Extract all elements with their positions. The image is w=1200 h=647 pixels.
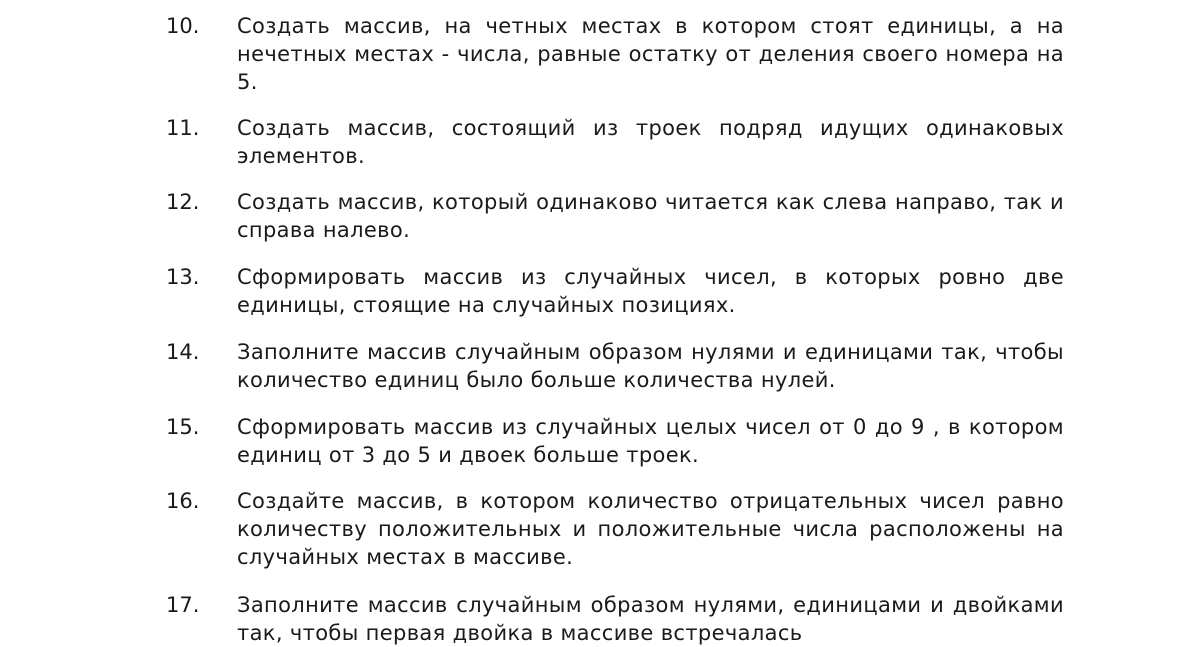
item-text: Заполните массив случайным образом нулями и единицами так, чтобы количество единиц было больше количества нулей. <box>237 340 1064 392</box>
item-number: 16. <box>166 489 200 513</box>
item-text: Создать массив, на четных местах в котором стоят единицы, а на нечетных местах - числа, равные остатку от деления своего номера на 5. <box>237 14 1064 94</box>
item-text: Создать массив, который одинаково читается как слева направо, так и справа налево. <box>237 190 1064 242</box>
item-text: Сформировать массив из случайных целых чисел от 0 до 9 , в котором единиц от 3 до 5 и двоек больше троек. <box>237 415 1064 467</box>
item-text: Создать массив, состоящий из троек подряд идущих одинаковых элементов. <box>237 116 1064 168</box>
item-number: 11. <box>166 116 200 140</box>
item-number: 14. <box>166 340 200 364</box>
item-text: Создайте массив, в котором количество отрицательных чисел равно количеству положительных и положительные числа расположены на случайных местах в массиве. <box>237 489 1064 569</box>
item-number: 12. <box>166 190 200 214</box>
item-number: 17. <box>166 593 200 617</box>
item-number: 15. <box>166 415 200 439</box>
item-number: 13. <box>166 265 200 289</box>
item-number: 10. <box>166 14 200 38</box>
item-text: Сформировать массив из случайных чисел, в которых ровно две единицы, стоящие на случайных позициях. <box>237 265 1064 317</box>
item-text: Заполните массив случайным образом нулями, единицами и двойками так, чтобы первая двойка в массиве встречалась <box>237 593 1064 645</box>
